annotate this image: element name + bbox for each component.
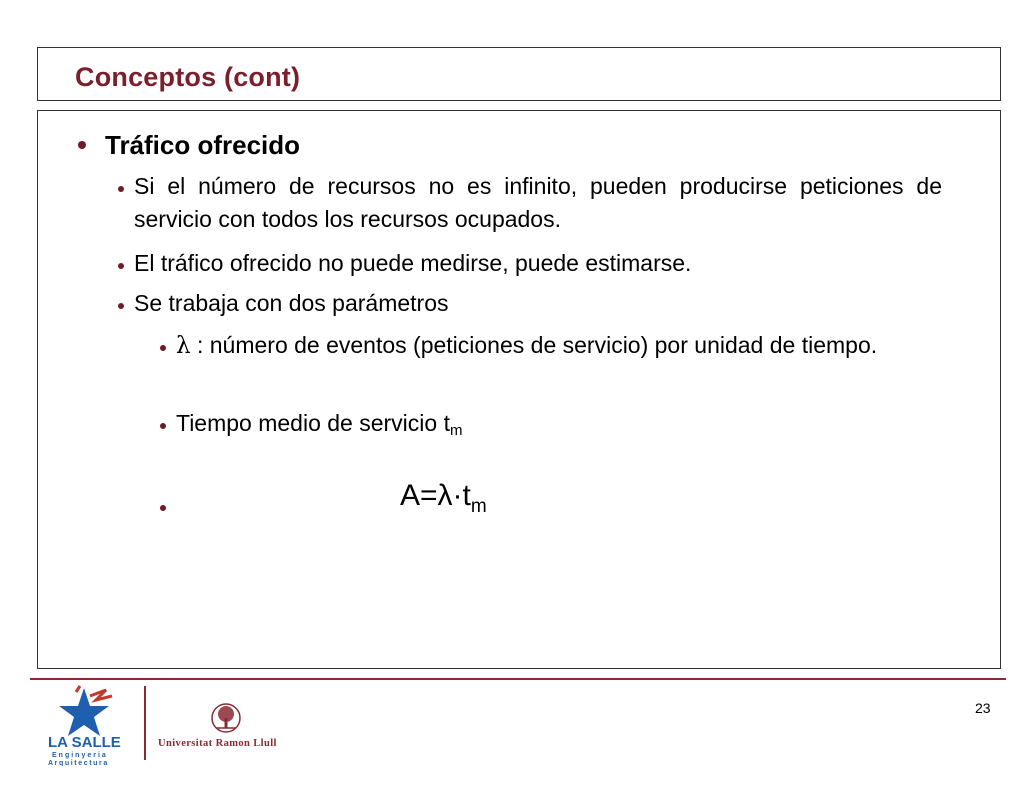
lasalle-sub2: Arquitectura	[48, 760, 109, 766]
lambda-desc: : número de eventos (peticiones de servicio) por unidad de tiempo.	[190, 332, 878, 358]
bullet-dot	[160, 345, 166, 351]
bullet-item-3	[118, 287, 946, 320]
bullet-dot	[160, 423, 166, 429]
bullet-dot	[160, 505, 166, 511]
param-lambda	[160, 329, 946, 363]
page-number: 23	[975, 700, 991, 716]
bullet-dot	[118, 186, 124, 192]
tm-label: Tiempo medio de servicio t	[176, 410, 450, 436]
param-tm-text	[176, 407, 462, 440]
lasalle-sub1: Enginyeria	[52, 752, 108, 759]
bullet-dot	[78, 141, 86, 149]
param-tm	[160, 407, 946, 440]
university-name: Universitat Ramon Llull	[158, 738, 277, 749]
formula-subscript: m	[470, 496, 487, 517]
logo-divider	[144, 686, 146, 760]
formula-bullet	[160, 489, 176, 511]
tree-emblem-icon	[158, 700, 300, 736]
lasalle-star-icon	[46, 684, 138, 766]
title-box	[37, 47, 1001, 101]
footer-divider	[30, 678, 1006, 680]
bullet-dot	[118, 263, 124, 269]
tm-subscript: m	[449, 422, 463, 439]
bullet-item-1	[118, 170, 946, 236]
content-box	[37, 110, 1001, 669]
bullet-text-3: Se trabaja con dos parámetros	[134, 290, 449, 316]
lambda-symbol: λ	[176, 333, 191, 359]
bullet-text-1: Si el número de recursos no es infinito, pueden producirse peticiones de servicio con todos los recursos ocupados.	[134, 173, 942, 232]
url-logo	[158, 700, 300, 754]
bullet-item-2	[118, 247, 946, 280]
bullet-text-2: El tráfico ofrecido no puede medirse, puede estimarse.	[134, 250, 692, 276]
heading-text: Tráfico ofrecido	[105, 130, 301, 160]
lasalle-logo	[46, 684, 138, 766]
slide-title: Conceptos (cont)	[75, 62, 301, 92]
traffic-formula	[400, 479, 487, 517]
formula-main: A=λ·t	[400, 479, 471, 512]
bullet-dot	[118, 303, 124, 309]
bullet-heading	[78, 128, 300, 162]
param-lambda-text	[176, 329, 942, 363]
lasalle-text: LA SALLE	[48, 734, 121, 751]
